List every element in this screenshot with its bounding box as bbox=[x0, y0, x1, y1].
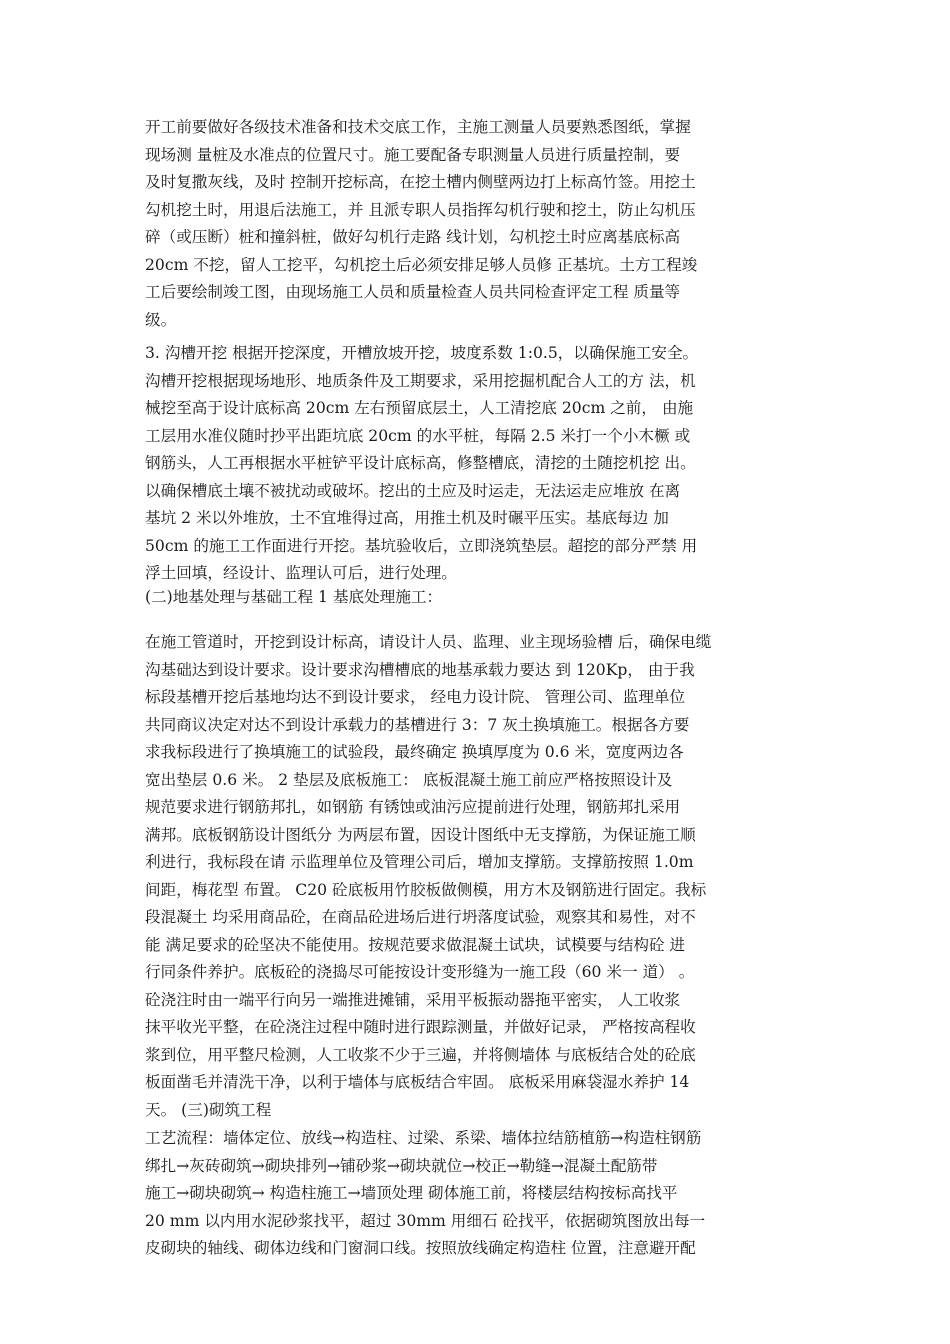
text-line: 浆到位，用平整尺检测，人工收浆不少于三遍，并将侧墙体 与底板结合处的砼底 bbox=[145, 1045, 696, 1064]
text-line: 3. 沟槽开挖 根据开挖深度，开槽放坡开挖，坡度系数 1:0.5，以确保施工安全。 bbox=[145, 344, 699, 362]
text-line: 皮砌块的轴线、砌体边线和门窗洞口线。按照放线确定构造柱 位置，注意避开配 bbox=[145, 1239, 696, 1257]
text-line: 50cm 的施工工作面进行开挖。基坑验收后，立即浇筑垫层。超挖的部分严禁 用 bbox=[145, 536, 698, 555]
text-line: 沟槽开挖根据现场地形、地质条件及工期要求，采用挖掘机配合人工的方 法，机 bbox=[145, 371, 696, 390]
text-line: 施工→砌块砌筑→ 构造柱施工→墙顶处理 砌体施工前，将楼层结构按标高找平 bbox=[145, 1184, 678, 1202]
text-line: 械挖至高于设计底标高 20cm 左右预留底层土，人工清挖底 20cm 之前， 由施 bbox=[145, 399, 694, 417]
text-line: 满邦。底板钢筋设计图纸分 为两层布置，因设计图纸中无支撑筋，为保证施工顺 bbox=[145, 825, 696, 844]
text-line: 勾机挖土时，用退后法施工，并 且派专职人员指挥勾机行驶和挖土，防止勾机压 bbox=[145, 200, 696, 219]
text-line: 以确保槽底土壤不被扰动或破坏。挖出的土应及时运走，无法运走应堆放 在离 bbox=[145, 481, 681, 500]
text-line: 20 mm 以内用水泥砂浆找平，超过 30mm 用细石 砼找平，依据砌筑图放出每一 bbox=[145, 1211, 706, 1230]
text-line: 规范要求进行钢筋邦扎，如钢筋 有锈蚀或油污应提前进行处理，钢筋邦扎采用 bbox=[145, 798, 681, 816]
text-line: 抹平收光平整，在砼浇注过程中随时进行跟踪测量，并做好记录， 严格按高程收 bbox=[145, 1018, 696, 1036]
text-line: (二)地基处理与基础工程 1 基底处理施工： bbox=[145, 588, 443, 606]
text-line: 沟基础达到设计要求。设计要求沟槽槽底的地基承载力要达 到 120Kp， 由于我 bbox=[145, 660, 695, 679]
text-line: 级。 bbox=[145, 310, 177, 329]
text-line: 及时复撒灰线，及时 控制开挖标高，在挖土槽内侧壁两边打上标高竹签。用挖土 bbox=[145, 173, 696, 191]
text-line: 能 满足要求的砼坚决不能使用。按规范要求做混凝土试块，试模要与结构砼 进 bbox=[145, 935, 686, 954]
text-line: 共同商议决定对达不到设计承载力的基槽进行 3：7 灰土换填施工。根据各方要 bbox=[145, 715, 690, 734]
text-line: 板面凿毛并清洗干净，以利于墙体与底板结合牢固。 底板采用麻袋湿水养护 14 bbox=[145, 1073, 690, 1091]
text-line: 宽出垫层 0.6 米。 2 垫层及底板施工： 底板混凝土施工前应严格按照设计及 bbox=[145, 770, 673, 789]
text-line: 工艺流程：墙体定位、放线→构造柱、过梁、系梁、墙体拉结筋植筋→构造柱钢筋 bbox=[145, 1129, 702, 1147]
text-line: 段混凝土 均采用商品砼，在商品砼进场后进行坍落度试验，观察其和易性，对不 bbox=[145, 908, 696, 926]
text-line: 绑扎→灰砖砌筑→砌块排列→铺砂浆→砌块就位→校正→勒缝→混凝土配筋带 bbox=[145, 1156, 658, 1175]
text-line: 在施工管道时，开挖到设计标高，请设计人员、监理、业主现场验槽 后，确保电缆 bbox=[145, 633, 712, 651]
text-line: 行同条件养护。底板砼的浇捣尽可能按设计变形缝为一施工段（60 米一 道） 。 bbox=[145, 963, 695, 981]
paragraph-earthwork-preparation bbox=[145, 114, 810, 334]
text-line: 砼浇注时由一端平行向另一端推进摊铺，采用平板振动器拖平密实， 人工收浆 bbox=[145, 990, 681, 1009]
section-heading-foundation bbox=[145, 584, 810, 612]
text-line: 工层用水准仪随时抄平出距坑底 20cm 的水平桩，每隔 2.5 米打一个小木橛 或 bbox=[145, 426, 691, 445]
text-line: 开工前要做好各级技术准备和技术交底工作，主施工测量人员要熟悉图纸，掌握 bbox=[145, 118, 691, 136]
text-line: 浮土回填，经设计、监理认可后，进行处理。 bbox=[145, 564, 457, 582]
text-line: 利进行，我标段在请 示监理单位及管理公司后，增加支撑筋。支撑筋按照 1.0m bbox=[145, 853, 694, 871]
text-line: 求我标段进行了换填施工的试验段，最终确定 换填厚度为 0.6 米，宽度两边各 bbox=[145, 743, 684, 761]
text-line: 20cm 不挖，留人工挖平，勾机挖土后必须安排足够人员修 正基坑。土方工程竣 bbox=[145, 255, 698, 274]
paragraph-foundation-treatment bbox=[145, 629, 810, 1124]
text-line: 工后要绘制竣工图，由现场施工人员和质量检查人员共同检查评定工程 质量等 bbox=[145, 283, 681, 301]
text-line: 钢筋头，人工再根据水平桩铲平设计底标高，修整槽底，清挖的土随挖机挖 出。 bbox=[145, 454, 696, 472]
text-line: 标段基槽开挖后基地均达不到设计要求， 经电力设计院、 管理公司、监理单位 bbox=[145, 688, 686, 706]
text-line: 碎（或压断）桩和撞斜桩，做好勾机行走路 线计划，勾机挖土时应离基底标高 bbox=[145, 228, 681, 246]
text-line: 间距，梅花型 布置。 C20 砼底板用竹胶板做侧模，用方木及钢筋进行固定。我标 bbox=[145, 880, 707, 899]
paragraph-trench-excavation bbox=[145, 340, 810, 588]
text-line: 基坑 2 米以外堆放，土不宜堆得过高，用推土机及时碾平压实。基底每边 加 bbox=[145, 509, 669, 527]
text-line: 天。 (三)砌筑工程 bbox=[145, 1100, 272, 1119]
text-line: 现场测 量桩及水准点的位置尺寸。施工要配备专职测量人员进行质量控制，要 bbox=[145, 145, 681, 164]
paragraph-masonry-process bbox=[145, 1125, 810, 1263]
